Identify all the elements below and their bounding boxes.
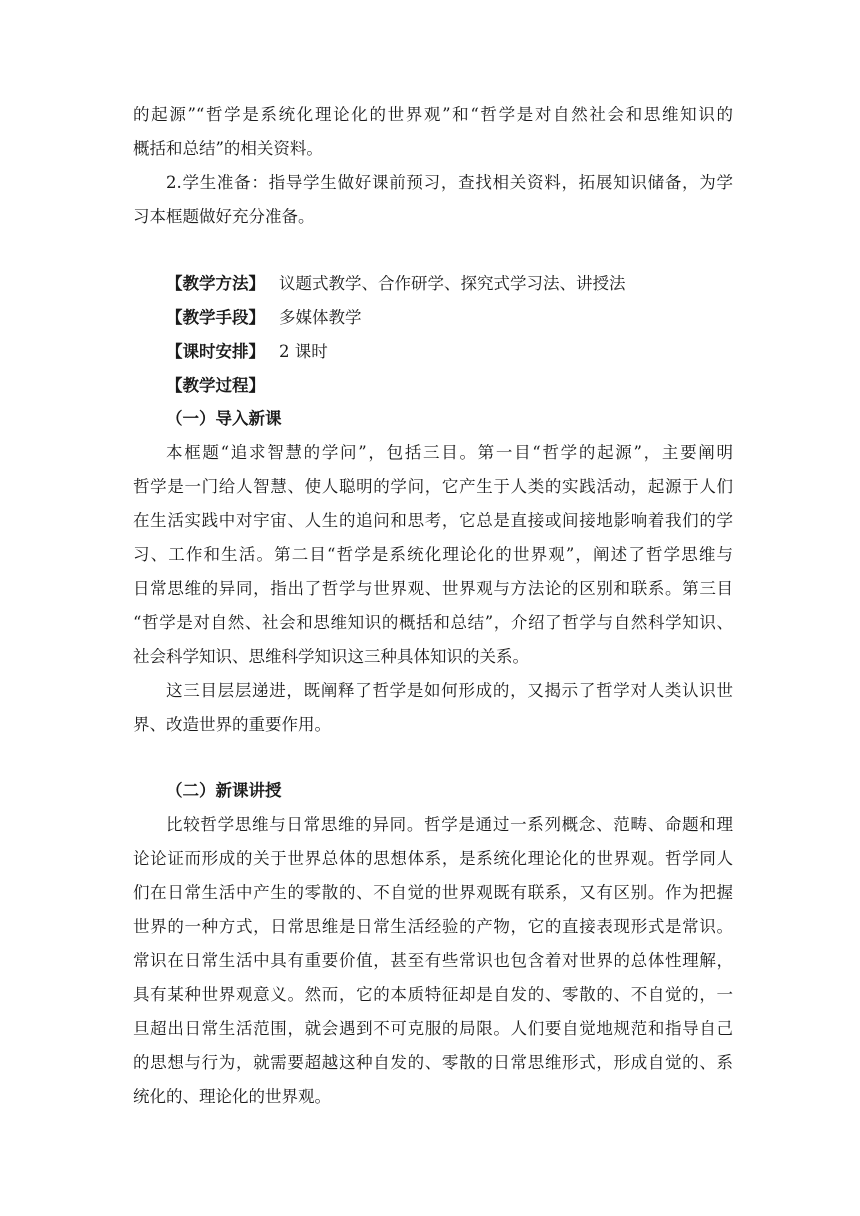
paragraph-line: 本框题“追求智慧的学问”，包括三目。第一目“哲学的起源”，主要阐明 (166, 443, 733, 462)
paragraph-line: 的思想与行为，就需要超越这种自发的、零散的日常思维形式，形成自觉的、系 (133, 1053, 733, 1072)
paragraph-line: 世界的一种方式，日常思维是日常生活经验的产物，它的直接表现形式是常识。 (133, 917, 733, 936)
paragraph-line: 旦超出日常生活范围，就会遇到不可克服的局限。人们要自觉地规范和指导自己 (133, 1019, 733, 1038)
teaching-means-row (166, 306, 362, 330)
paragraph-line: 日常思维的异同，指出了哲学与世界观、世界观与方法论的区别和联系。第三目 (133, 579, 733, 598)
paragraph-line: “哲学是对自然、社会和思维知识的概括和总结”，介绍了哲学与自然科学知识、 (133, 613, 733, 632)
section-1-title: （一）导入新课 (166, 409, 282, 428)
schedule-label: 【课时安排】 (166, 342, 265, 361)
schedule-value: 2 课时 (279, 342, 328, 361)
paragraph-line: 具有某种世界观意义。然而，它的本质特征却是自发的、零散的、不自觉的，一 (133, 985, 733, 1004)
paragraph-line: 的起源”“哲学是系统化理论化的世界观”和“哲学是对自然社会和思维知识的 (133, 105, 733, 124)
teaching-means-label: 【教学手段】 (166, 308, 265, 327)
teaching-process-heading: 【教学过程】 (166, 376, 265, 395)
paragraph-line: 比较哲学思维与日常思维的异同。哲学是通过一系列概念、范畴、命题和理 (166, 815, 733, 834)
teaching-means-value: 多媒体教学 (279, 308, 362, 327)
paragraph-line: 们在日常生活中产生的零散的、不自觉的世界观既有联系，又有区别。作为把握 (133, 883, 733, 902)
paragraph-line: 这三目层层递进，既阐释了哲学是如何形成的，又揭示了哲学对人类认识世 (166, 681, 733, 700)
paragraph-line: 哲学是一门给人智慧、使人聪明的学问，它产生于人类的实践活动，起源于人们 (133, 477, 733, 496)
schedule-row (166, 340, 328, 364)
teaching-method-value: 议题式教学、合作研学、探究式学习法、讲授法 (279, 274, 626, 293)
paragraph-line: 习、工作和生活。第二目“哲学是系统化理论化的世界观”，阐述了哲学思维与 (133, 545, 733, 564)
paragraph-line: 社会科学知识、思维科学知识这三种具体知识的关系。 (133, 647, 529, 666)
paragraph-line: 界、改造世界的重要作用。 (133, 715, 331, 734)
paragraph-line: 2.学生准备：指导学生做好课前预习，查找相关资料，拓展知识储备，为学 (166, 173, 733, 192)
paragraph-line: 习本框题做好充分准备。 (133, 207, 315, 226)
teaching-method-row (166, 272, 626, 296)
paragraph-line: 概括和总结”的相关资料。 (133, 139, 323, 158)
paragraph-line: 论论证而形成的关于世界总体的思想体系，是系统化理论化的世界观。哲学同人 (133, 849, 733, 868)
paragraph-line: 统化的、理论化的世界观。 (133, 1087, 331, 1106)
paragraph-line: 在生活实践中对宇宙、人生的追问和思考，它总是直接或间接地影响着我们的学 (133, 511, 733, 530)
teaching-method-label: 【教学方法】 (166, 274, 265, 293)
section-2-title: （二）新课讲授 (166, 781, 282, 800)
paragraph-line: 常识在日常生活中具有重要价值，甚至有些常识也包含着对世界的总体性理解， (133, 951, 733, 970)
